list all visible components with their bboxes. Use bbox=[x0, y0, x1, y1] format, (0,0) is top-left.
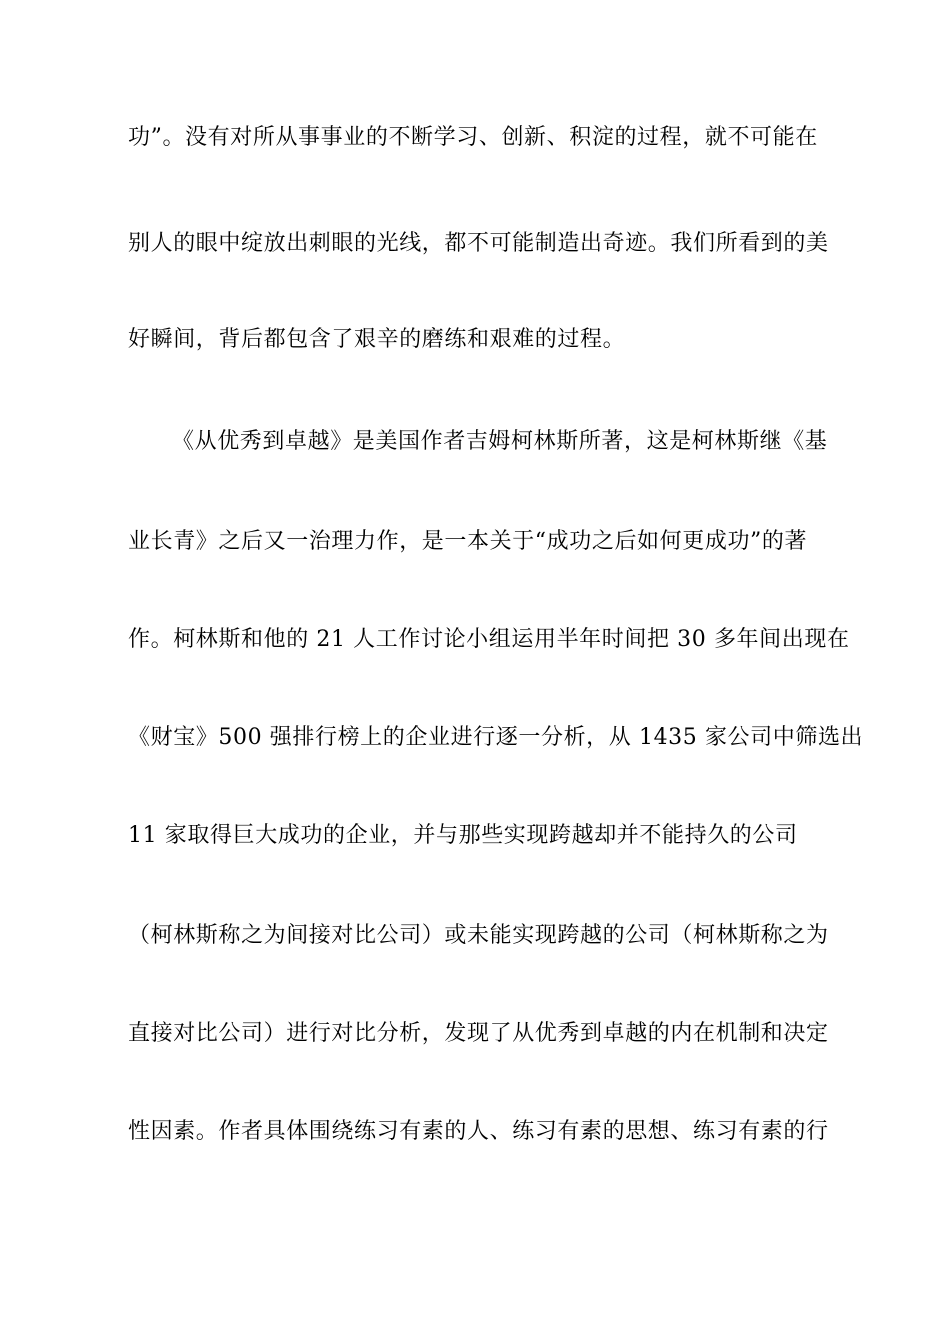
text-line: 别人的眼中绽放出刺眼的光线，都不可能制造出奇迹。我们所看到的美 bbox=[128, 231, 829, 256]
paragraph-first-line: 《从优秀到卓越》是美国作者吉姆柯林斯所著，这是柯林斯继《基 bbox=[172, 429, 828, 454]
text-line: 11 家取得巨大成功的企业，并与那些实现跨越却并不能持久的公司 bbox=[128, 823, 798, 848]
text-line: 性因素。作者具体围绕练习有素的人、练习有素的思想、练习有素的行 bbox=[128, 1119, 829, 1144]
text-line: 好瞬间，背后都包含了艰辛的磨练和艰难的过程。 bbox=[128, 327, 626, 352]
text-line: 作。柯林斯和他的 21 人工作讨论小组运用半年时间把 30 多年间出现在 bbox=[128, 627, 850, 652]
text-line: （柯林斯称之为间接对比公司）或未能实现跨越的公司（柯林斯称之为 bbox=[128, 923, 829, 948]
text-line: 直接对比公司）进行对比分析，发现了从优秀到卓越的内在机制和决定 bbox=[128, 1021, 829, 1046]
text-line: 业长青》之后又一治理力作，是一本关于“成功之后如何更成功”的著 bbox=[128, 529, 808, 554]
text-line: 功”。没有对所从事事业的不断学习、创新、积淀的过程，就不可能在 bbox=[128, 125, 818, 150]
text-line: 《财宝》500 强排行榜上的企业进行逐一分析，从 1435 家公司中筛选出 bbox=[128, 725, 864, 750]
